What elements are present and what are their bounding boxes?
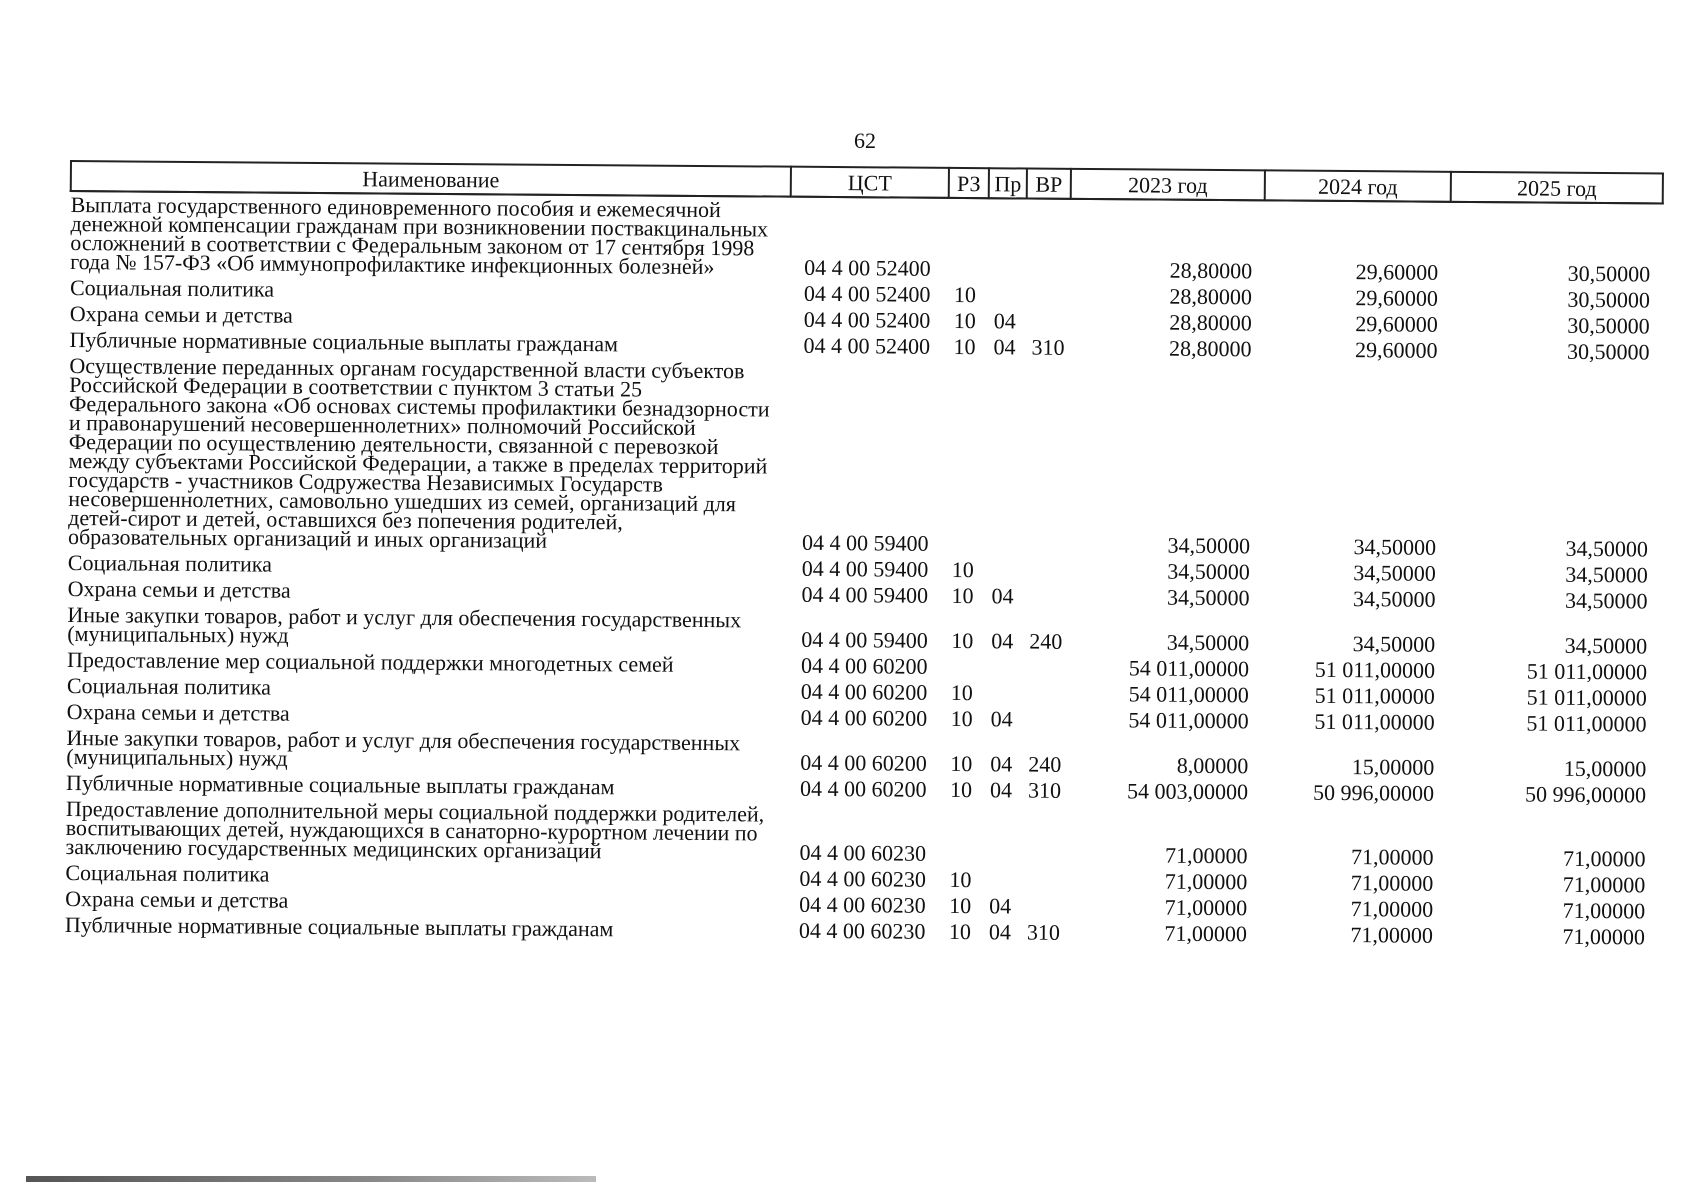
row-name: Социальная политика: [67, 549, 273, 577]
row-vr: [1024, 558, 1068, 584]
row-pr: 04: [991, 628, 1014, 654]
row-cst: 04 4 00 60230: [799, 839, 927, 866]
row-value-2025: 51 011,00000: [1526, 658, 1648, 685]
row-pr: 04: [993, 308, 1016, 334]
row-name: Предоставление мер социальной поддержки многодетных семей: [66, 646, 674, 677]
row-value-2024: 29,60000: [1355, 259, 1439, 285]
row-rz: 10: [948, 918, 972, 945]
row-cst: 04 4 00 60200: [799, 775, 927, 802]
row-value-2025: 30,50000: [1566, 338, 1650, 365]
row-pr: 04: [989, 777, 1013, 803]
row-name: Осуществление переданных органам государственной власти субъектов Российской Федерации в соответствии с пунктом 3 статьи 25 Федерального закона «Об основах системы профилактики безнадзорности и правонарушений несовершеннолетних» полномочий Российской Федерации по осуществлению деятельности, связанной с перевозкой между субъектами Российской Федерации, а также в пределах территорий государств - участников Содружества Независимых Государств несовершеннолетних, самовольно ушедших из семей, организаций для детей-сирот и детей, оставшихся без попечения родителей, образовательных организаций и иных организаций: [67, 353, 770, 553]
row-name: Иные закупки товаров, работ и услуг для обеспечения государственных (муниципальных) нужд: [66, 724, 741, 771]
row-value-2025: 30,50000: [1567, 312, 1650, 339]
header-2025: 2025 год: [1451, 172, 1663, 204]
row-name: Охрана семьи и детства: [69, 301, 293, 328]
row-value-2024: 51 011,00000: [1314, 708, 1435, 735]
row-rz: 10: [950, 705, 973, 732]
row-value-2023: 28,80000: [1169, 283, 1253, 310]
row-cst: 04 4 00 52400: [804, 254, 931, 281]
row-vr: [1021, 893, 1065, 919]
row-value-2025: 71,00000: [1562, 871, 1646, 898]
row-value-2024: 51 011,00000: [1314, 682, 1435, 709]
header-rz: РЗ: [949, 168, 989, 198]
table-row: [68, 353, 1661, 562]
row-value-2023: 54 011,00000: [1128, 655, 1250, 682]
row-rz: 10: [951, 582, 974, 609]
header-pr: Пр: [989, 168, 1027, 198]
row-rz: 10: [950, 679, 973, 706]
row-rz: 10: [949, 776, 973, 803]
row-value-2023: 71,00000: [1164, 842, 1248, 869]
row-name: Социальная политика: [69, 275, 275, 302]
row-vr: 310: [1026, 919, 1061, 945]
row-vr: [1023, 706, 1067, 732]
row-value-2024: 29,60000: [1355, 285, 1439, 311]
row-value-2024: 51 011,00000: [1314, 656, 1436, 683]
row-cst: 04 4 00 60200: [800, 652, 928, 679]
row-value-2023: 34,50000: [1167, 584, 1250, 611]
table-row: [70, 191, 1663, 288]
row-pr: 04: [991, 583, 1014, 609]
row-cst: 04 4 00 60230: [798, 917, 926, 944]
row-rz: [948, 198, 989, 282]
row-rz: [943, 803, 984, 867]
row-value-2024: 29,60000: [1354, 337, 1438, 363]
row-vr: 240: [1028, 751, 1062, 777]
row-pr: [988, 198, 1027, 282]
row-vr: [1023, 655, 1067, 681]
row-cst: 04 4 00 60200: [800, 749, 927, 776]
row-value-2023: 54 011,00000: [1128, 681, 1249, 708]
row-name: Иные закупки товаров, работ и услуг для обеспечения государственных (муниципальных) нужд: [67, 601, 742, 648]
row-value-2024: 34,50000: [1352, 631, 1436, 657]
table-body: [65, 191, 1663, 950]
row-pr: 04: [989, 893, 1012, 919]
row-name: Охрана семьи и детства: [67, 575, 291, 603]
row-rz: 10: [951, 556, 974, 583]
row-rz: 10: [950, 750, 973, 777]
row-pr: [988, 282, 1026, 308]
row-pr: 04: [990, 706, 1013, 732]
scan-edge-mark: [26, 1176, 596, 1182]
row-pr: [986, 360, 1026, 557]
row-value-2023: 71,00000: [1164, 868, 1248, 895]
row-vr: [1026, 199, 1071, 283]
row-value-2025: 34,50000: [1565, 535, 1649, 562]
row-rz: [946, 360, 988, 557]
row-cst: 04 4 00 60230: [799, 891, 926, 918]
row-name: Публичные нормативные социальные выплаты гражданам: [64, 911, 614, 942]
row-cst: 04 4 00 60200: [800, 704, 928, 731]
row-cst: 04 4 00 59400: [801, 626, 928, 653]
row-value-2024: 50 996,00000: [1312, 779, 1435, 806]
row-value-2024: 71,00000: [1350, 922, 1434, 948]
row-value-2024: 34,50000: [1352, 586, 1436, 612]
row-pr: 04: [990, 751, 1013, 777]
row-cst: 04 4 00 60230: [799, 865, 926, 892]
row-vr: [1023, 584, 1067, 610]
row-value-2025: 30,50000: [1567, 286, 1651, 313]
row-pr: [985, 680, 1023, 706]
row-rz: 10: [953, 281, 977, 308]
row-value-2025: 51 011,00000: [1526, 684, 1647, 711]
row-vr: [1023, 681, 1067, 707]
budget-table: [64, 160, 1664, 950]
row-value-2025: 15,00000: [1563, 755, 1647, 782]
row-name: Предоставление дополнительной меры социальной поддержки родителей, воспитывающих детей, нуждающихся в санаторно-курортном лечении по заключению государственных медицинских организаций: [65, 795, 765, 864]
row-cst: 04 4 00 59400: [801, 529, 929, 556]
row-value-2025: 34,50000: [1564, 587, 1648, 614]
row-value-2023: 54 011,00000: [1128, 707, 1249, 734]
row-value-2023: 71,00000: [1164, 920, 1248, 947]
row-vr: [1021, 867, 1065, 893]
row-value-2024: 71,00000: [1350, 896, 1434, 922]
row-value-2025: 50 996,00000: [1524, 781, 1647, 808]
row-value-2024: 71,00000: [1350, 844, 1434, 870]
row-name: Социальная политика: [66, 672, 272, 700]
row-name: Выплата государственного единовременного пособия и ежемесячной денежной компенсации гражданам при возникновении поствакцинальных осложнений в соответствии с Федеральным законом от 17 сентября 1998 года № 157-ФЗ «Об иммунопрофилактике инфекционных болезней»: [70, 192, 769, 280]
row-value-2025: 34,50000: [1565, 561, 1648, 588]
row-value-2024: 15,00000: [1351, 754, 1435, 780]
row-value-2025: 30,50000: [1567, 260, 1651, 287]
row-rz: 10: [949, 866, 972, 893]
header-2024: 2024 год: [1265, 170, 1451, 201]
row-name: Публичные нормативные социальные выплаты гражданам: [66, 769, 615, 800]
header-2023: 2023 год: [1071, 169, 1265, 201]
row-value-2023: 54 003,00000: [1126, 778, 1249, 805]
row-value-2023: 34,50000: [1167, 558, 1250, 585]
row-value-2025: 51 011,00000: [1526, 710, 1647, 737]
row-cst: 04 4 00 60200: [800, 678, 928, 705]
row-cst: 04 4 00 59400: [801, 581, 929, 608]
row-name: Публичные нормативные социальные выплаты гражданам: [69, 327, 619, 357]
row-vr: [1026, 309, 1070, 335]
row-vr: [1021, 803, 1066, 867]
row-cst: 04 4 00 52400: [803, 332, 931, 359]
row-value-2025: 71,00000: [1562, 897, 1646, 924]
header-vr: ВР: [1027, 169, 1071, 199]
row-pr: [983, 803, 1022, 867]
row-value-2023: 71,00000: [1164, 894, 1248, 921]
row-value-2023: 34,50000: [1167, 532, 1251, 559]
row-rz: 10: [949, 892, 972, 919]
row-value-2023: 28,80000: [1169, 309, 1252, 336]
row-cst: 04 4 00 59400: [801, 555, 929, 582]
row-rz: 10: [951, 627, 974, 654]
row-value-2024: 34,50000: [1353, 534, 1437, 560]
row-pr: [983, 867, 1021, 893]
row-pr: 04: [993, 334, 1016, 360]
row-pr: [986, 557, 1024, 583]
row-cst: 04 4 00 52400: [803, 306, 931, 333]
row-vr: 310: [1027, 777, 1062, 803]
row-rz: 10: [953, 333, 976, 360]
row-rz: [945, 654, 985, 680]
row-value-2025: 71,00000: [1562, 923, 1646, 950]
row-name: Охрана семьи и детства: [66, 698, 290, 726]
row-value-2023: 8,00000: [1176, 752, 1249, 779]
row-name: Социальная политика: [65, 859, 270, 887]
row-value-2024: 29,60000: [1355, 311, 1438, 337]
row-value-2023: 28,80000: [1169, 257, 1253, 284]
row-value-2023: 28,80000: [1168, 335, 1252, 362]
row-rz: 10: [953, 307, 976, 334]
row-value-2024: 71,00000: [1350, 870, 1434, 896]
row-value-2025: 34,50000: [1564, 632, 1648, 659]
row-vr: [1026, 283, 1070, 309]
row-value-2024: 34,50000: [1353, 560, 1436, 586]
row-vr: [1024, 361, 1070, 558]
header-cst: ЦСТ: [791, 167, 949, 198]
row-vr: 310: [1031, 334, 1065, 360]
page-number: 62: [854, 128, 876, 153]
row-vr: 240: [1029, 628, 1063, 654]
row-name: Охрана семьи и детства: [65, 885, 289, 913]
row-value-2023: 34,50000: [1166, 629, 1250, 656]
row-cst: 04 4 00 52400: [803, 280, 931, 307]
row-value-2025: 71,00000: [1562, 845, 1646, 872]
row-pr: [985, 654, 1023, 680]
header-name: Наименование: [71, 161, 791, 197]
row-pr: 04: [988, 919, 1012, 945]
